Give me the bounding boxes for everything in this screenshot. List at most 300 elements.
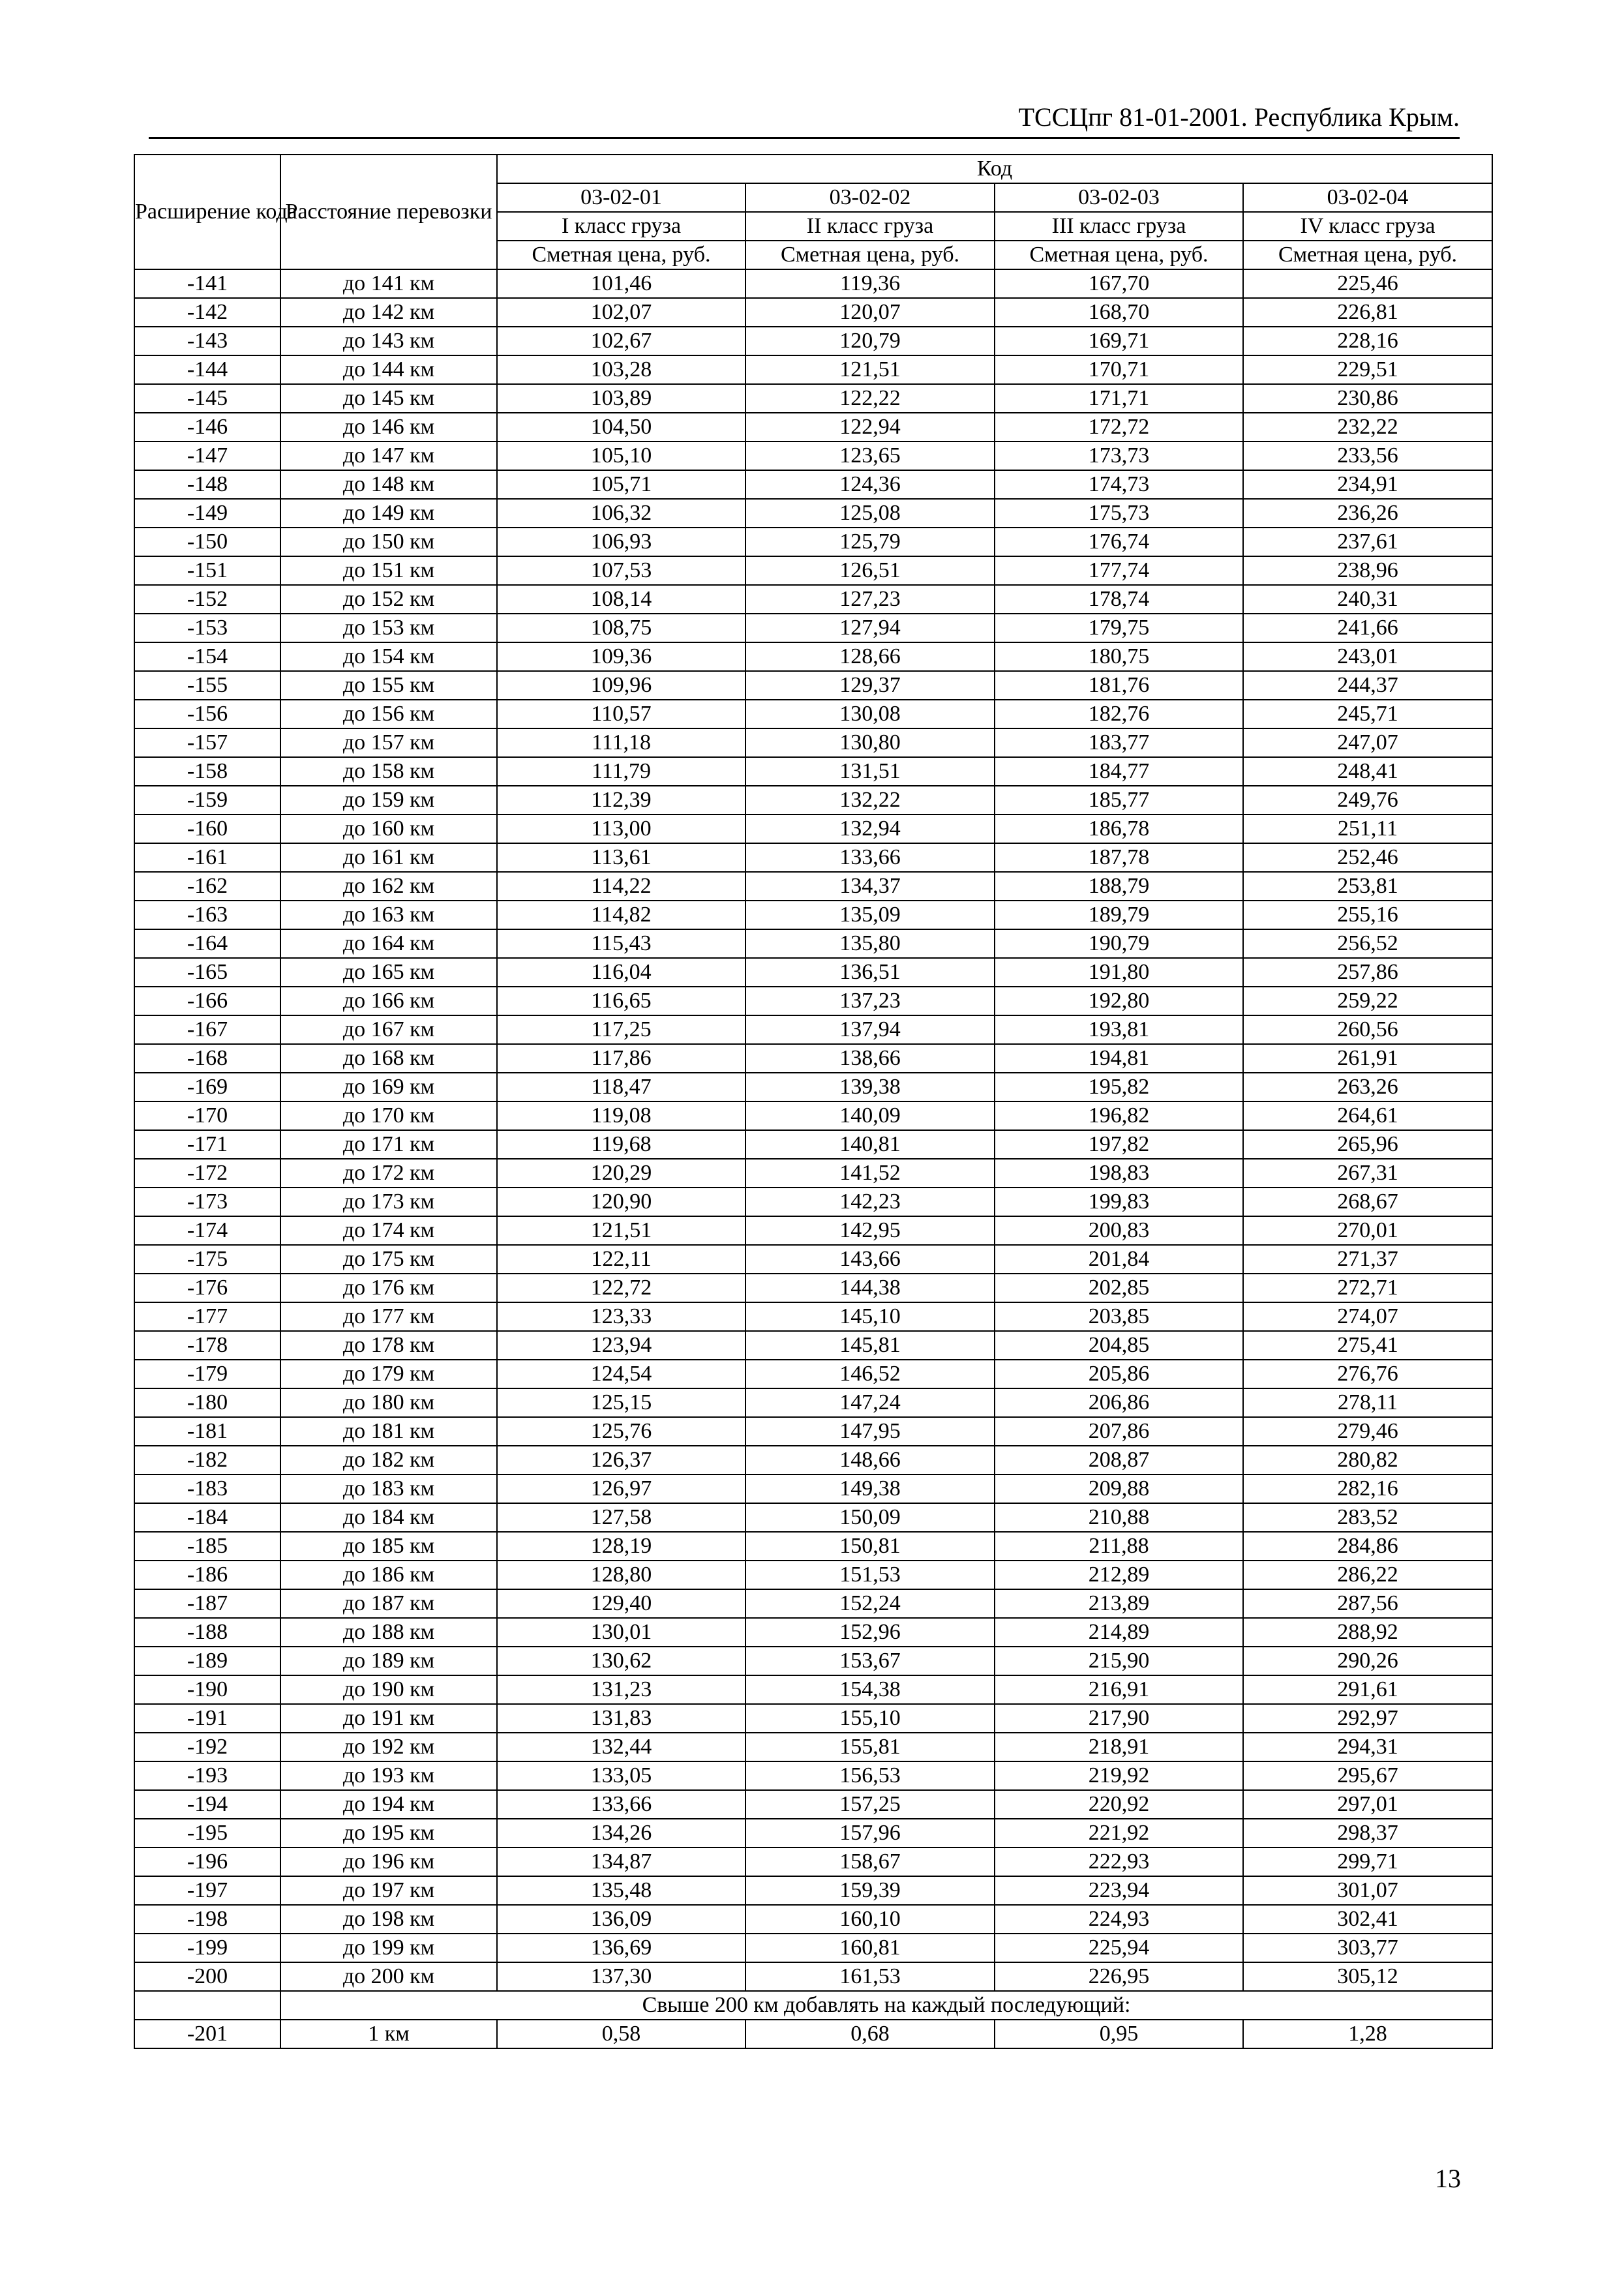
- cell-price: 267,31: [1243, 1159, 1492, 1188]
- cell-price: 271,37: [1243, 1245, 1492, 1274]
- cell-price: 287,56: [1243, 1589, 1492, 1618]
- cell-price: 233,56: [1243, 441, 1492, 470]
- cell-price: 237,61: [1243, 528, 1492, 556]
- table-row: [134, 1015, 1492, 1044]
- cell-distance: до 162 км: [280, 872, 497, 901]
- cell-price: 131,51: [745, 757, 995, 786]
- cell-distance: до 165 км: [280, 958, 497, 987]
- cell-distance: до 196 км: [280, 1848, 497, 1876]
- cell-price: 115,43: [497, 929, 745, 958]
- cell-distance: до 177 км: [280, 1302, 497, 1331]
- cell-extension: -143: [134, 327, 280, 355]
- cell-price: 139,38: [745, 1073, 995, 1101]
- cell-price: 152,96: [745, 1618, 995, 1647]
- cell-price: 241,66: [1243, 614, 1492, 642]
- cell-price: 126,97: [497, 1474, 745, 1503]
- table-row: [134, 901, 1492, 929]
- cell-distance: до 190 км: [280, 1675, 497, 1704]
- cell-extension: -184: [134, 1503, 280, 1532]
- cell-extension: -159: [134, 786, 280, 815]
- header-code-group: Код: [497, 155, 1492, 183]
- header-cargo-class: I класс груза: [497, 212, 745, 241]
- cell-price: 200,83: [995, 1216, 1243, 1245]
- cell-price: 120,29: [497, 1159, 745, 1188]
- table-row: [134, 384, 1492, 413]
- table-row: [134, 1302, 1492, 1331]
- table-row: [134, 1274, 1492, 1302]
- cell-price: 119,36: [745, 269, 995, 298]
- cell-extension: -166: [134, 987, 280, 1015]
- cell-price: 113,61: [497, 843, 745, 872]
- cell-price: 125,76: [497, 1417, 745, 1446]
- cell-price: 214,89: [995, 1618, 1243, 1647]
- cell-price: 145,10: [745, 1302, 995, 1331]
- cell-price: 122,72: [497, 1274, 745, 1302]
- running-header: ТССЦпг 81-01-2001. Республика Крым.: [149, 98, 1460, 139]
- cell-distance: до 187 км: [280, 1589, 497, 1618]
- cell-price: 109,36: [497, 642, 745, 671]
- table-row: [134, 1331, 1492, 1360]
- table-row: [134, 327, 1492, 355]
- cell-distance: до 180 км: [280, 1388, 497, 1417]
- cell-price: 228,16: [1243, 327, 1492, 355]
- cell-extension: -168: [134, 1044, 280, 1073]
- cell-price: 123,33: [497, 1302, 745, 1331]
- cell-extension: -153: [134, 614, 280, 642]
- table-row: [134, 1675, 1492, 1704]
- cell-distance: до 200 км: [280, 1962, 497, 1991]
- cell-price: 282,16: [1243, 1474, 1492, 1503]
- cell-price: 137,30: [497, 1962, 745, 1991]
- cell-price: 120,07: [745, 298, 995, 327]
- cell-price: 130,01: [497, 1618, 745, 1647]
- cell-distance: до 184 км: [280, 1503, 497, 1532]
- cell-distance: до 155 км: [280, 671, 497, 700]
- cell-price: 210,88: [995, 1503, 1243, 1532]
- cell-price: 261,91: [1243, 1044, 1492, 1073]
- cell-price: 0,68: [745, 2020, 995, 2048]
- cell-extension: -181: [134, 1417, 280, 1446]
- cell-price: 275,41: [1243, 1331, 1492, 1360]
- table-row: [134, 1819, 1492, 1848]
- cell-extension: -171: [134, 1130, 280, 1159]
- cell-extension: -182: [134, 1446, 280, 1474]
- cell-price: 232,22: [1243, 413, 1492, 441]
- cell-distance: до 186 км: [280, 1561, 497, 1589]
- cell-price: 108,14: [497, 585, 745, 614]
- cell-price: 223,94: [995, 1876, 1243, 1905]
- cell-price: 128,80: [497, 1561, 745, 1589]
- cell-price: 292,97: [1243, 1704, 1492, 1733]
- cell-price: 104,50: [497, 413, 745, 441]
- cell-price: 221,92: [995, 1819, 1243, 1848]
- cell-extension: -150: [134, 528, 280, 556]
- cell-price: 119,68: [497, 1130, 745, 1159]
- table-row: [134, 815, 1492, 843]
- cell-price: 291,61: [1243, 1675, 1492, 1704]
- cell-extension: -180: [134, 1388, 280, 1417]
- cell-price: 137,23: [745, 987, 995, 1015]
- cell-price: 123,65: [745, 441, 995, 470]
- table-row: [134, 987, 1492, 1015]
- cell-price: 116,65: [497, 987, 745, 1015]
- cell-distance: до 149 км: [280, 499, 497, 528]
- table-row: [134, 1101, 1492, 1130]
- table-row: [134, 298, 1492, 327]
- cell-price: 132,94: [745, 815, 995, 843]
- cell-price: 140,81: [745, 1130, 995, 1159]
- table-row: [134, 1159, 1492, 1188]
- cell-price: 132,22: [745, 786, 995, 815]
- cell-price: 204,85: [995, 1331, 1243, 1360]
- cell-price: 0,58: [497, 2020, 745, 2048]
- header-cargo-class: III класс груза: [995, 212, 1243, 241]
- cell-distance: до 159 км: [280, 786, 497, 815]
- cell-price: 167,70: [995, 269, 1243, 298]
- cell-extension: -152: [134, 585, 280, 614]
- cell-price: 206,86: [995, 1388, 1243, 1417]
- cell-distance: до 143 км: [280, 327, 497, 355]
- cell-distance: до 148 км: [280, 470, 497, 499]
- cell-price: 195,82: [995, 1073, 1243, 1101]
- cell-price: 288,92: [1243, 1618, 1492, 1647]
- table-row: [134, 1561, 1492, 1589]
- cell-price: 172,72: [995, 413, 1243, 441]
- cell-price: 280,82: [1243, 1446, 1492, 1474]
- cell-price: 158,67: [745, 1848, 995, 1876]
- cell-price: 144,38: [745, 1274, 995, 1302]
- cell-price: 173,73: [995, 441, 1243, 470]
- cell-extension: -176: [134, 1274, 280, 1302]
- cell-price: 134,37: [745, 872, 995, 901]
- cell-price: 178,74: [995, 585, 1243, 614]
- cell-extension: -148: [134, 470, 280, 499]
- table-row: [134, 1962, 1492, 1991]
- note-text: Свыше 200 км добавлять на каждый последующий:: [280, 1991, 1492, 2020]
- cell-extension: -164: [134, 929, 280, 958]
- header-distance: Расстояние перевозки: [280, 155, 497, 269]
- cell-price: 156,53: [745, 1761, 995, 1790]
- cell-price: 127,58: [497, 1503, 745, 1532]
- cell-price: 226,95: [995, 1962, 1243, 1991]
- cell-price: 294,31: [1243, 1733, 1492, 1761]
- cell-price: 159,39: [745, 1876, 995, 1905]
- cell-price: 264,61: [1243, 1101, 1492, 1130]
- cell-price: 132,44: [497, 1733, 745, 1761]
- page-number: 13: [1435, 2164, 1461, 2193]
- cell-price: 146,52: [745, 1360, 995, 1388]
- table-row: [134, 1073, 1492, 1101]
- cell-distance: до 195 км: [280, 1819, 497, 1848]
- table-row: [134, 614, 1492, 642]
- cell-price: 1,28: [1243, 2020, 1492, 2048]
- cell-price: 140,09: [745, 1101, 995, 1130]
- cell-price: 272,71: [1243, 1274, 1492, 1302]
- cell-distance: до 181 км: [280, 1417, 497, 1446]
- cell-distance: до 182 км: [280, 1446, 497, 1474]
- table-row: [134, 441, 1492, 470]
- cell-distance: до 171 км: [280, 1130, 497, 1159]
- cell-distance: до 161 км: [280, 843, 497, 872]
- cell-distance: до 189 км: [280, 1647, 497, 1675]
- cell-extension: -177: [134, 1302, 280, 1331]
- cell-extension: -145: [134, 384, 280, 413]
- cell-distance: до 176 км: [280, 1274, 497, 1302]
- table-row: [134, 556, 1492, 585]
- cell-distance: до 178 км: [280, 1331, 497, 1360]
- cell-extension: -183: [134, 1474, 280, 1503]
- cell-distance: до 179 км: [280, 1360, 497, 1388]
- cell-extension: -199: [134, 1934, 280, 1962]
- cell-price: 189,79: [995, 901, 1243, 929]
- cell-price: 229,51: [1243, 355, 1492, 384]
- table-row: [134, 1876, 1492, 1905]
- cell-price: 234,91: [1243, 470, 1492, 499]
- note-row: [134, 1991, 1492, 2020]
- cell-distance: до 147 км: [280, 441, 497, 470]
- table-row: [134, 1503, 1492, 1532]
- table-row: [134, 757, 1492, 786]
- cell-price: 129,37: [745, 671, 995, 700]
- cell-price: 218,91: [995, 1733, 1243, 1761]
- table-row: [134, 1704, 1492, 1733]
- cell-price: 256,52: [1243, 929, 1492, 958]
- cell-price: 263,26: [1243, 1073, 1492, 1101]
- cell-distance: до 166 км: [280, 987, 497, 1015]
- cell-extension: -163: [134, 901, 280, 929]
- table-row: [134, 1647, 1492, 1675]
- cell-price: 117,25: [497, 1015, 745, 1044]
- table-row: [134, 1934, 1492, 1962]
- cell-price: 265,96: [1243, 1130, 1492, 1159]
- cell-price: 142,95: [745, 1216, 995, 1245]
- cell-price: 130,80: [745, 728, 995, 757]
- cell-price: 136,51: [745, 958, 995, 987]
- cell-extension: -192: [134, 1733, 280, 1761]
- cell-distance: до 175 км: [280, 1245, 497, 1274]
- cell-distance: до 194 км: [280, 1790, 497, 1819]
- cell-price: 230,86: [1243, 384, 1492, 413]
- table-row: [134, 929, 1492, 958]
- header-price-unit: Сметная цена, руб.: [745, 241, 995, 269]
- cell-price: 197,82: [995, 1130, 1243, 1159]
- cell-price: 298,37: [1243, 1819, 1492, 1848]
- cell-price: 103,28: [497, 355, 745, 384]
- cell-price: 133,66: [497, 1790, 745, 1819]
- cell-price: 131,83: [497, 1704, 745, 1733]
- cell-price: 283,52: [1243, 1503, 1492, 1532]
- table-row: [134, 1733, 1492, 1761]
- header-code: 03-02-04: [1243, 183, 1492, 212]
- table-row: [134, 1216, 1492, 1245]
- cell-price: 145,81: [745, 1331, 995, 1360]
- cell-distance: до 191 км: [280, 1704, 497, 1733]
- cell-price: 161,53: [745, 1962, 995, 1991]
- table-body: [134, 269, 1492, 2048]
- header-price-unit: Сметная цена, руб.: [1243, 241, 1492, 269]
- cell-price: 184,77: [995, 757, 1243, 786]
- cell-price: 124,36: [745, 470, 995, 499]
- cell-price: 128,66: [745, 642, 995, 671]
- cell-price: 217,90: [995, 1704, 1243, 1733]
- cell-price: 209,88: [995, 1474, 1243, 1503]
- table-row: [134, 1188, 1492, 1216]
- cell-price: 101,46: [497, 269, 745, 298]
- cell-price: 152,24: [745, 1589, 995, 1618]
- table-row: [134, 671, 1492, 700]
- cell-price: 150,81: [745, 1532, 995, 1561]
- cell-extension: -190: [134, 1675, 280, 1704]
- cell-extension: -154: [134, 642, 280, 671]
- cell-price: 155,10: [745, 1704, 995, 1733]
- cell-extension: -196: [134, 1848, 280, 1876]
- cell-price: 133,05: [497, 1761, 745, 1790]
- cell-price: 141,52: [745, 1159, 995, 1188]
- cell-price: 128,19: [497, 1532, 745, 1561]
- cell-price: 120,79: [745, 327, 995, 355]
- cell-extension: -186: [134, 1561, 280, 1589]
- cell-price: 225,94: [995, 1934, 1243, 1962]
- cell-distance: до 150 км: [280, 528, 497, 556]
- cell-price: 122,94: [745, 413, 995, 441]
- cell-extension: -197: [134, 1876, 280, 1905]
- cell-distance: до 174 км: [280, 1216, 497, 1245]
- cell-price: 135,80: [745, 929, 995, 958]
- cell-price: 276,76: [1243, 1360, 1492, 1388]
- cell-price: 160,10: [745, 1905, 995, 1934]
- cell-price: 134,87: [497, 1848, 745, 1876]
- cell-distance: до 154 км: [280, 642, 497, 671]
- table-row: [134, 1388, 1492, 1417]
- cell-price: 260,56: [1243, 1015, 1492, 1044]
- cell-price: 203,85: [995, 1302, 1243, 1331]
- table-row: [134, 1532, 1492, 1561]
- cell-price: 131,23: [497, 1675, 745, 1704]
- cell-price: 121,51: [497, 1216, 745, 1245]
- header-code: 03-02-01: [497, 183, 745, 212]
- cell-price: 127,94: [745, 614, 995, 642]
- cell-price: 157,96: [745, 1819, 995, 1848]
- cell-extension: -141: [134, 269, 280, 298]
- cell-price: 108,75: [497, 614, 745, 642]
- cell-price: 279,46: [1243, 1417, 1492, 1446]
- cell-price: 213,89: [995, 1589, 1243, 1618]
- cell-price: 243,01: [1243, 642, 1492, 671]
- cell-price: 191,80: [995, 958, 1243, 987]
- cell-price: 297,01: [1243, 1790, 1492, 1819]
- cell-price: 225,46: [1243, 269, 1492, 298]
- cell-extension: -155: [134, 671, 280, 700]
- cell-price: 148,66: [745, 1446, 995, 1474]
- cell-price: 110,57: [497, 700, 745, 728]
- table-row: [134, 1130, 1492, 1159]
- cell-extension: -160: [134, 815, 280, 843]
- cell-price: 290,26: [1243, 1647, 1492, 1675]
- cell-price: 238,96: [1243, 556, 1492, 585]
- cell-distance: до 172 км: [280, 1159, 497, 1188]
- table-row: [134, 499, 1492, 528]
- note-empty-cell: [134, 1991, 280, 2020]
- cell-price: 193,81: [995, 1015, 1243, 1044]
- table-row: [134, 413, 1492, 441]
- cell-price: 147,95: [745, 1417, 995, 1446]
- cell-price: 199,83: [995, 1188, 1243, 1216]
- cell-price: 135,09: [745, 901, 995, 929]
- cell-extension: -161: [134, 843, 280, 872]
- cell-price: 170,71: [995, 355, 1243, 384]
- cell-price: 117,86: [497, 1044, 745, 1073]
- cell-price: 135,48: [497, 1876, 745, 1905]
- cell-price: 114,82: [497, 901, 745, 929]
- cell-price: 125,79: [745, 528, 995, 556]
- cell-price: 102,07: [497, 298, 745, 327]
- cell-extension: -146: [134, 413, 280, 441]
- cell-price: 268,67: [1243, 1188, 1492, 1216]
- cell-distance: до 157 км: [280, 728, 497, 757]
- cell-price: 137,94: [745, 1015, 995, 1044]
- cell-price: 216,91: [995, 1675, 1243, 1704]
- header-cargo-class: II класс груза: [745, 212, 995, 241]
- cell-price: 107,53: [497, 556, 745, 585]
- cell-price: 192,80: [995, 987, 1243, 1015]
- table-row: [134, 1417, 1492, 1446]
- cell-extension: -185: [134, 1532, 280, 1561]
- cell-distance: до 193 км: [280, 1761, 497, 1790]
- cell-price: 120,90: [497, 1188, 745, 1216]
- cell-price: 236,26: [1243, 499, 1492, 528]
- cell-price: 249,76: [1243, 786, 1492, 815]
- table-row: [134, 470, 1492, 499]
- cell-price: 245,71: [1243, 700, 1492, 728]
- table-row: [134, 1790, 1492, 1819]
- cell-price: 153,67: [745, 1647, 995, 1675]
- cell-price: 175,73: [995, 499, 1243, 528]
- cell-extension: -169: [134, 1073, 280, 1101]
- cell-distance: до 185 км: [280, 1532, 497, 1561]
- cell-distance: до 151 км: [280, 556, 497, 585]
- cell-price: 102,67: [497, 327, 745, 355]
- cell-price: 248,41: [1243, 757, 1492, 786]
- cell-price: 257,86: [1243, 958, 1492, 987]
- cell-price: 179,75: [995, 614, 1243, 642]
- cell-price: 160,81: [745, 1934, 995, 1962]
- cell-price: 180,75: [995, 642, 1243, 671]
- cell-price: 259,22: [1243, 987, 1492, 1015]
- table-row: [134, 1474, 1492, 1503]
- cell-price: 129,40: [497, 1589, 745, 1618]
- cell-price: 198,83: [995, 1159, 1243, 1188]
- cell-price: 212,89: [995, 1561, 1243, 1589]
- table-row: [134, 843, 1492, 872]
- cell-price: 118,47: [497, 1073, 745, 1101]
- cell-price: 109,96: [497, 671, 745, 700]
- table-row: [134, 872, 1492, 901]
- cell-price: 126,51: [745, 556, 995, 585]
- cell-price: 154,38: [745, 1675, 995, 1704]
- cell-price: 149,38: [745, 1474, 995, 1503]
- cell-price: 215,90: [995, 1647, 1243, 1675]
- cell-price: 155,81: [745, 1733, 995, 1761]
- cell-extension: -156: [134, 700, 280, 728]
- cell-distance: до 156 км: [280, 700, 497, 728]
- cell-price: 185,77: [995, 786, 1243, 815]
- cell-distance: до 170 км: [280, 1101, 497, 1130]
- cell-extension: -158: [134, 757, 280, 786]
- cell-price: 176,74: [995, 528, 1243, 556]
- cell-price: 126,37: [497, 1446, 745, 1474]
- cell-extension: -142: [134, 298, 280, 327]
- cell-price: 119,08: [497, 1101, 745, 1130]
